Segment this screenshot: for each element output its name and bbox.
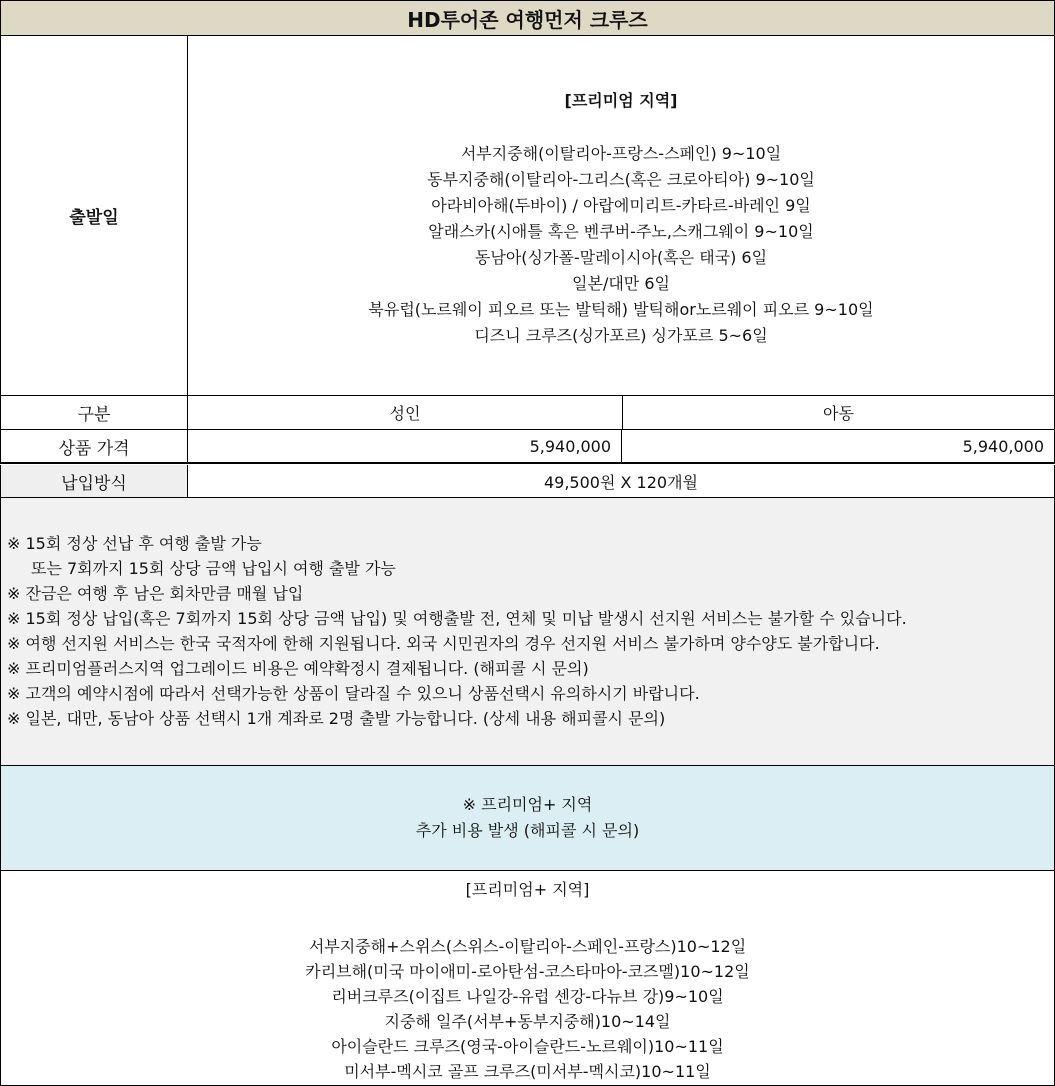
- premium-route-list: [188, 141, 1054, 349]
- sheet-title: HD투어존 여행먼저 크루즈: [0, 0, 1055, 36]
- route-item: 아라비아해(두바이) / 아랍에미리트-카타르-바레인 9일: [431, 196, 811, 215]
- adult-header: 성인: [188, 396, 623, 429]
- route-item: 리버크루즈(이집트 나일강-유럽 센강-다뉴브 강)9~10일: [331, 987, 724, 1006]
- banner-subtitle: 추가 비용 발생 (해피콜 시 문의): [415, 821, 640, 840]
- departure-section: [0, 36, 1055, 396]
- premium-plus-banner: [0, 766, 1055, 871]
- child-header: 아동: [823, 404, 854, 423]
- note-item: ※ 15회 정상 선납 후 여행 출발 가능: [7, 534, 262, 553]
- notes-section: [0, 498, 1055, 766]
- category-header: 구분: [1, 396, 188, 429]
- route-item: 동남아(싱가폴-말레이시아(혹은 태국) 6일: [474, 248, 768, 267]
- price-row: [0, 430, 1055, 464]
- note-item: ※ 15회 정상 납입(혹은 7회까지 15회 상당 금액 납입) 및 여행출발 전, 연체 및 미납 발생시 선지원 서비스는 불가할 수 있습니다.: [7, 609, 907, 628]
- payment-label: 납입방식: [1, 465, 188, 497]
- price-table-header: [0, 396, 1055, 430]
- note-item: ※ 고객의 예약시점에 따라서 선택가능한 상품이 달라질 수 있으니 상품선택시 유의하시기 바랍니다.: [7, 684, 700, 703]
- adult-price: 5,940,000: [188, 430, 622, 462]
- route-item: 디즈니 크루즈(싱가포르) 싱가포르 5~6일: [474, 326, 768, 345]
- note-item: ※ 여행 선지원 서비스는 한국 국적자에 한해 지원됩니다. 외국 시민권자의 경우 선지원 서비스 불가하며 양수양도 불가합니다.: [7, 634, 880, 653]
- note-item: ※ 프리미엄플러스지역 업그레이드 비용은 예약확정시 결제됩니다. (해피콜 시 문의): [7, 659, 589, 678]
- route-item: 북유럽(노르웨이 피오르 또는 발틱해) 발틱해or노르웨이 피오르 9~10일: [368, 300, 874, 319]
- note-item: ※ 잔금은 여행 후 남은 회차만큼 매월 납입: [7, 584, 304, 603]
- premium-plus-route-list: [1, 934, 1054, 1084]
- route-item: 서부지중해(이탈리아-프랑스-스페인) 9~10일: [460, 144, 782, 163]
- route-item: 아이슬란드 크루즈(영국-아이슬란드-노르웨이)10~11일: [331, 1037, 724, 1056]
- route-item: 카리브해(미국 마이애미-로아탄섬-코스타마아-코즈멜)10~12일: [305, 962, 750, 981]
- route-item: 지중해 일주(서부+동부지중해)10~14일: [384, 1012, 671, 1031]
- premium-plus-section: [0, 871, 1055, 1086]
- route-item: 일본/대만 6일: [572, 274, 670, 293]
- premium-plus-heading: [프리미엄+ 지역]: [465, 880, 590, 899]
- note-item: ※ 일본, 대만, 동남아 상품 선택시 1개 계좌로 2명 출발 가능합니다. (상세 내용 해피콜시 문의): [7, 709, 666, 728]
- price-label: 상품 가격: [1, 430, 188, 462]
- route-item: 서부지중해+스위스(스위스-이탈리아-스페인-프랑스)10~12일: [308, 937, 747, 956]
- departure-content: [188, 36, 1054, 395]
- child-price: 5,940,000: [962, 436, 1044, 456]
- note-item: 또는 7회까지 15회 상당 금액 납입시 여행 출발 가능: [31, 559, 396, 578]
- route-item: 미서부-멕시코 골프 크루즈(미서부-멕시코)10~11일: [344, 1062, 711, 1081]
- payment-value: 49,500원 X 120개월: [543, 472, 699, 492]
- departure-label: 출발일: [1, 36, 188, 395]
- premium-region-heading: [프리미엄 지역]: [564, 91, 678, 110]
- route-item: 알래스카(시애틀 혹은 벤쿠버-주노,스캐그웨이 9~10일: [428, 222, 814, 241]
- banner-title: ※ 프리미엄+ 지역: [462, 795, 593, 814]
- route-item: 동부지중해(이탈리아-그리스(혹은 크로아티아) 9~10일: [427, 170, 815, 189]
- payment-row: [0, 465, 1055, 498]
